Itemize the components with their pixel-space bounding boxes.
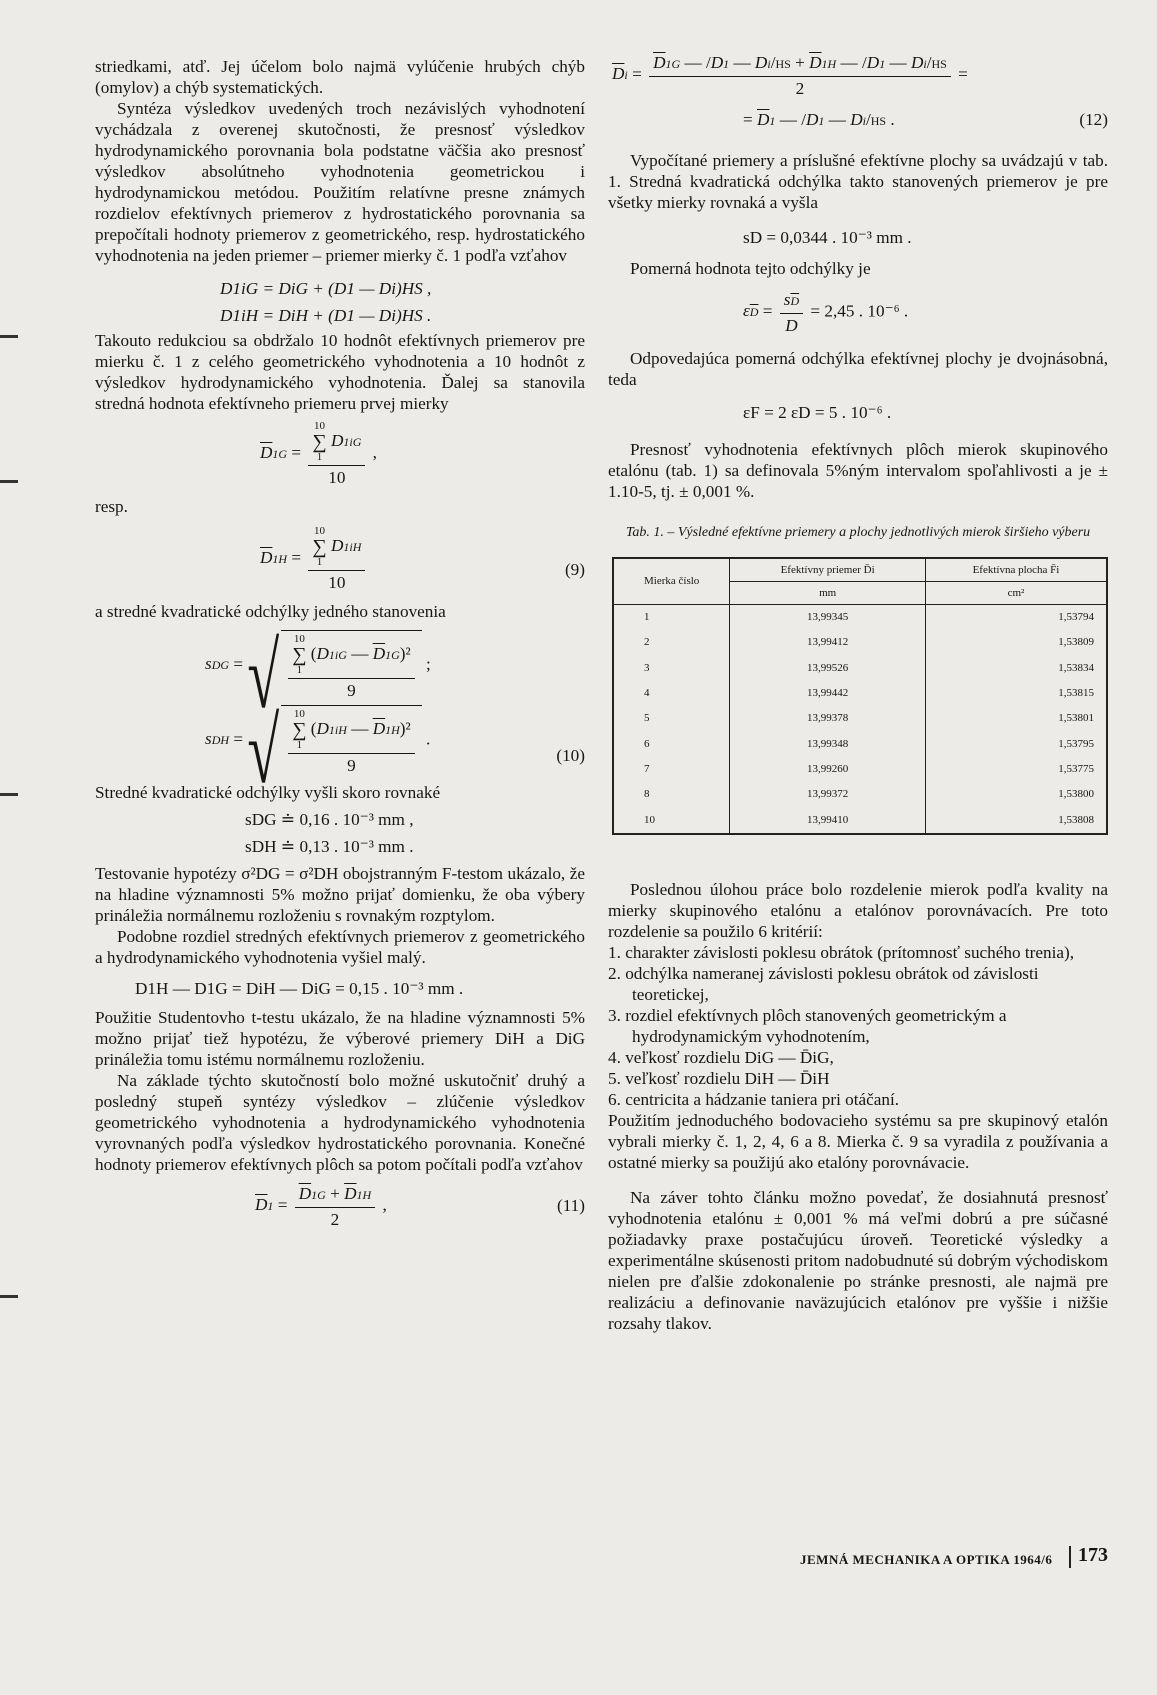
table-cell: 4 [613,681,730,706]
table-row [613,706,1107,731]
list-item: 5. veľkosť rozdielu DiH — D̄iH [608,1068,830,1088]
table-header: Efektívna plocha F̄i [925,558,1107,582]
table-cell: 5 [613,706,730,731]
table-cell: 7 [613,757,730,782]
page-number: 173 [1078,1544,1108,1566]
journal-footer: JEMNÁ MECHANIKA A OPTIKA 1964/6 [800,1552,1053,1567]
paragraph: Pomerná hodnota tejto odchýlky je [630,259,871,278]
table-cell: 6 [613,731,730,756]
table-row [613,605,1107,631]
table-row [613,731,1107,756]
table-cell: 13,99410 [730,807,926,833]
paragraph: Použitie Studentovho t-testu ukázalo, že na hladine významnosti 5% možno prijať tiež hypotézu, že výberové priemery DiH a DiG prináležia tomu istému normálnemu rozloženiu. [95,1008,585,1069]
paragraph: Podobne rozdiel stredných efektívnych priemerov z geometrického a hydrodynamického vyhodnotenia vyšiel malý. [95,927,585,967]
table-cell: 13,99345 [730,605,926,631]
table-cell: 1 [613,605,730,631]
equation-eps-f: εF = 2 εD = 5 . 10⁻⁶ . [743,403,892,422]
paragraph: Testovanie hypotézy σ²DG = σ²DH obojstranným F-testom ukázalo, že na hladine významnosti 5% možno prijať domienku, že oba výbery prináležia normálnemu rozloženiu s rovnakým rozptylom. [95,864,585,925]
table-cell: 13,99372 [730,782,926,807]
table-cell: 8 [613,782,730,807]
criteria-list [608,942,1108,1110]
table-cell: 1,53801 [925,706,1107,731]
paragraph: Presnosť vyhodnotenia efektívnych plôch mierok skupinového etalónu (tab. 1) sa definovala 5%ným intervalom spoľahlivosti a je ± 1.10-5, tj. ± 0,001 %. [608,440,1108,501]
table-header: Mierka číslo [613,558,730,605]
equation-sdg-value: sDG ≐ 0,16 . 10⁻³ mm , [245,810,414,829]
equation-final-diameter: $\overline{D}1$ = $\frac{\overline{D}1G + \overline{D}1H}{2}$ , (11) [255,1184,585,1229]
table-cell: 1,53834 [925,656,1107,681]
paragraph: Stredné kvadratické odchýlky vyšli skoro rovnaké [95,783,441,802]
equation-mean-g: $\overline{D}1G$ = 10 ∑ 1 D1iG 10 , [260,420,377,487]
table-cell: 1,53795 [925,731,1107,756]
equation-reduction-g: D1iG = DiG + (D1 — Di)HS , [220,279,432,298]
list-item: 6. centricita a hádzanie taniera pri otáčaní. [608,1089,900,1109]
footer-divider [1069,1546,1071,1568]
equation-number: (10) [556,746,585,765]
results-table [612,557,1108,835]
paragraph: Na základe týchto skutočností bolo možné uskutočniť druhý a posledný stupeň syntézy výsledkov – zlúčenie výsledkov geometrického vyhodnotenia a hydrodynamického vyhodnotenia vyrovnaných podľa výsledkov hydrostatického porovnania. Konečné hodnoty priemerov efektívnych plôch sa potom počítali podľa vzťahov [95,1071,585,1174]
paragraph: Použitím jednoduchého bodovacieho systému sa pre skupinový etalón vybrali mierky č. 1, 2, 4, 6 a 8. Mierka č. 9 sa vyradila z používania a ostatné mierky sa použijú ako etalóny porovnávacie. [608,1110,1108,1172]
table-cell: 13,99442 [730,681,926,706]
margin-mark [0,1295,18,1298]
table-cell: 13,99348 [730,731,926,756]
paragraph: a stredné kvadratické odchýlky jedného stanovenia [95,602,446,621]
left-column [95,56,585,1230]
table-cell: 3 [613,656,730,681]
paragraph: Odpovedajúca pomerná odchýlka efektívnej plochy je dvojnásobná, teda [608,349,1108,389]
equation-sdg: sDG = √ 10 ∑ 1 (D1iG — $\overline{D}1G)^2$ 9 ; [205,623,431,728]
list-item: 3. rozdiel efektívnych plôch stanovených geometrickým a hydrodynamickým vyhodnotením, [608,1005,1007,1046]
paragraph: Poslednou úlohou práce bolo rozdelenie mierok podľa kvality na mierky skupinového etalónu a etalónov porovnávacích. Pre toto rozdelenie sa použilo 6 kritérií: [608,879,1108,941]
table-cell: 13,99260 [730,757,926,782]
table-cell: 13,99378 [730,706,926,731]
paragraph: Vypočítané priemery a príslušné efektívne plochy sa uvádzajú v tab. 1. Stredná kvadratická odchýlka takto stanovených priemerov je pre všetky mierky rovnaká a vyšla [608,151,1108,212]
table-cell: 1,53794 [925,605,1107,631]
equation-sd: sD = 0,0344 . 10⁻³ mm . [743,228,912,247]
table-unit: cm² [925,582,1107,605]
resp-label: resp. [95,497,128,516]
table-cell: 1,53800 [925,782,1107,807]
equation-number: (11) [557,1196,585,1215]
table-cell: 13,99526 [730,656,926,681]
list-item: 4. veľkosť rozdielu DiG — D̄iG, [608,1047,834,1067]
table-row [613,630,1107,655]
table-unit: mm [730,582,926,605]
table-row [613,807,1107,833]
paragraph: Na záver tohto článku možno povedať, že dosiahnutá presnosť vyhodnotenia etalónu ± 0,001 % má veľmi dobrú a pre súčasné požiadavky praxe postačujúcu úroveň. Teoretické výsledky a experimentálne skúsenosti pritom nadobudnuté sú dobrým východiskom nielen pre ďalšie zdokonalenie po stránke presnosti, ale najmä pre realizáciu a definovanie naväzujúcich etalónov pre vyššie i nižšie rozsahy tlakov. [608,1187,1108,1333]
margin-mark [0,793,18,796]
paragraph: Takouto redukciou sa obdržalo 10 hodnôt efektívnych priemerov pre mierku č. 1 z celého geometrického vyhodnotenia a 10 hodnôt z výsledkov hydrodynamického vyhodnotenia. Ďalej sa stanovila stredná hodnota efektívneho priemeru prvej mierky [95,331,585,413]
list-item: 1. charakter závislosti poklesu obrátok (prítomnosť suchého trenia), [608,942,1075,962]
table-cell: 1,53775 [925,757,1107,782]
equation-mean-difference: D1H — D1G = DiH — DiG = 0,15 . 10⁻³ mm . [135,979,464,998]
equation-reduction-h: D1iH = DiH + (D1 — Di)HS . [220,306,432,325]
table-cell: 1,53808 [925,807,1107,833]
table-cell: 13,99412 [730,630,926,655]
table-cell: 10 [613,807,730,833]
equation-sdh-value: sDH ≐ 0,13 . 10⁻³ mm . [245,837,414,856]
equation-number: (12) [1079,110,1108,129]
equation-sdh: sDH = √ 10 ∑ 1 (D1iH — $\overline{D}1H)^2$ 9 . (10) [205,698,585,803]
table-header: Efektívny priemer D̄i [730,558,926,582]
equation-mean-h: $\overline{D}1H$ = 10 ∑ 1 D1iH 10 (9) [260,525,585,592]
paragraph: striedkami, atď. Jej účelom bolo najmä vylúčenie hrubých chýb (omylov) a chýb systematických. [95,57,585,97]
margin-mark [0,480,18,483]
table-caption: Tab. 1. – Výsledné efektívne priemery a plochy jednotlivých mierok širšieho výberu [625,525,1091,540]
table-row [613,681,1107,706]
table-cell: 1,53809 [925,630,1107,655]
table-cell: 1,53815 [925,681,1107,706]
eps-d-value: = 2,45 . 10⁻⁶ . [810,301,909,321]
equation-number: (9) [564,560,585,579]
equation-eps-d: $\varepsilon\overline{D}$ = $\frac{s\overline{D}}{D}$ = 2,45 . 10⁻⁶ . [743,290,909,335]
equation-12: $\overline{D}i$ = $\frac{\overline{D}1G — /D1 — Di/HS + \overline{D}1H — /D1 — Di/HS}{2}$ = [612,53,968,98]
margin-mark [0,335,18,338]
list-item: 2. odchýlka nameranej závislosti poklesu obrátok od závislosti teoretickej, [608,963,1039,1004]
table-row [613,656,1107,681]
table-row [613,782,1107,807]
equation-12-result: = $\overline{D}1$ — /D1 — Di/HS . (12) [743,110,1108,129]
table-cell: 2 [613,630,730,655]
paragraph: Syntéza výsledkov uvedených troch nezávislých vyhodnotení vychádzala z overenej skutočnosti, že presnosť výsledkov hydrodynamického porovnania bola podstatne väčšia ako presnosť výsledkov absolútneho vyhodnotenia geometrickou i hydrodynamickou metódou. Použitím relatívne presne známych rozdielov efektívnych priemerov z hydrostatického porovnania sa prepočítali hodnoty priemerov z geometrického, resp. hydrostatického vyhodnotenia na jeden priemer – priemer mierky č. 1 podľa vzťahov [95,99,585,265]
right-column [608,53,1108,1334]
table-row [613,757,1107,782]
